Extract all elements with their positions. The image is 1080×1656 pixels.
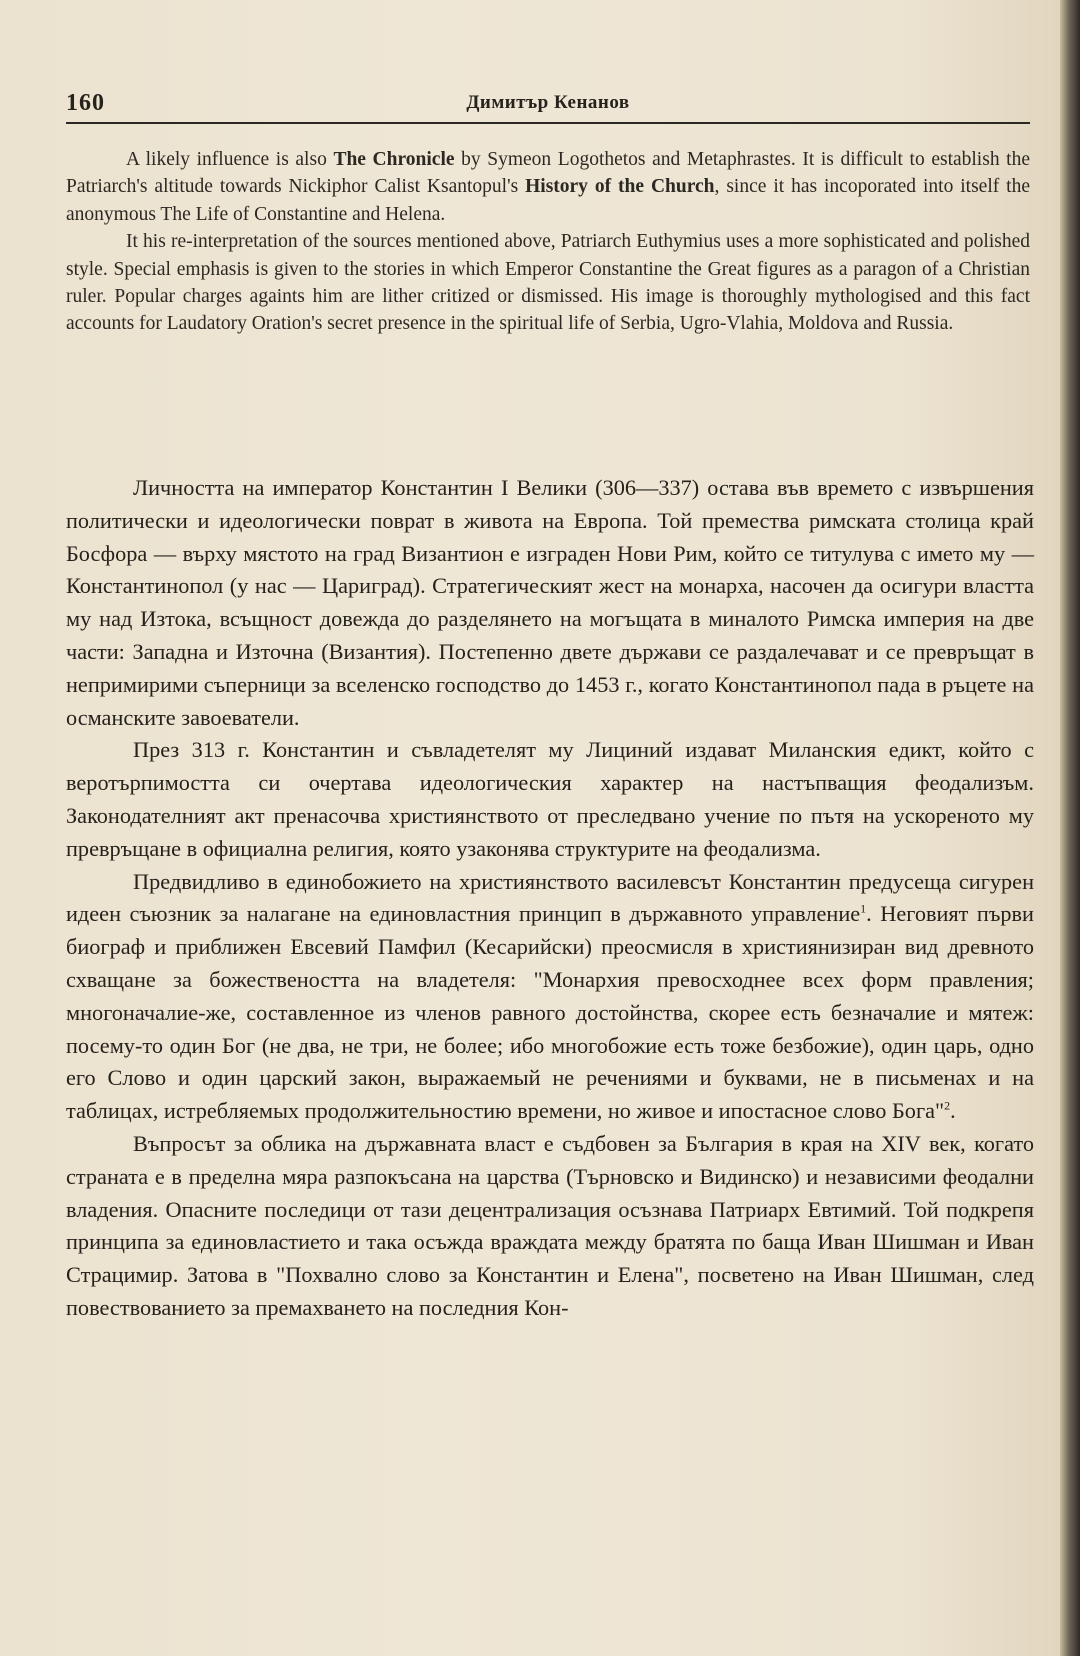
summary-paragraph: It his re-interpretation of the sources mentioned above, Patriarch Euthymius uses a more sophisticated and polished style. Special emphasis is given to the stories in which Emperor Constantine the Great figures as a paragon of a Christian ruler. Popular charges againts him are lither critized or dismissed. His image is thoroughly mythologised and this fact accounts for Laudatory Oration's secret presence in the spiritual life of Serbia, Ugro-Vlahia, Moldova and Russia.: [66, 231, 1030, 335]
body-text: Предвидливо в единобожието на християнството василевсът Константин предусеща сигурен идеен съюзник за налагане на единовластния принцип в държавното управление: [66, 868, 1034, 927]
body-text: .: [950, 1098, 956, 1124]
summary-text: , since it has incoporated into itself the anonymous The Life of Constantine and Helena.: [66, 176, 1030, 225]
body-paragraph: [66, 866, 1034, 1128]
title-the-chronicle: The Chronicle: [333, 149, 455, 170]
body-paragraph: През 313 г. Константин и съвладетелят му Лициний издават Миланския едикт, който с веротърпимостта си очертава идеологическия характер на настъпващия феодализъм. Законодателният акт пренасочва християнството от преследвано учение по пътя на ускореното му превръщане в официална религия, която узаконява структурите на феодализма.: [66, 737, 1034, 861]
footnote-ref-2[interactable]: 2: [944, 1098, 951, 1113]
title-history-of-the-church: History of the Church: [525, 176, 715, 198]
body-text: . Неговият първи биограф и приближен Евсевий Памфил (Кесарийски) преосмисля в християнизиран вид древното схващане за божествеността на владетеля: "Монархия превосходнее всех форм правления; многоначалие-же, составленное из членов равного достойнства, скорее есть безначалие и мятеж: посему-то один Бог (не два, не три, не более; ибо многобожие есть тоже безбожие), один царь, одно его Слово и один царский закон, выражаемый не речениями и буквами, не в письменах и на таблицах, истребляемых продолжительностию времени, но живое и ипостасное слово Бога": [66, 901, 1034, 1124]
english-summary: [66, 146, 1030, 338]
summary-text: by Symeon Logothetos and Metaphrastes. It is difficult to establish the Patriarch's altitude towards Nickiphor Calist Ksantopul's: [66, 149, 1030, 198]
page-number: 160: [66, 90, 105, 116]
summary-text: A likely influence is also: [126, 149, 334, 170]
body-paragraph: Личността на император Константин I Велики (306—337) остава във времето с извършения политически и идеологически поврат в живота на Европа. Той премества римската столица край Босфора — върху мястото на град Византион е изграден Нови Рим, който се титулува с името му — Константинопол (у нас — Цариград). Стратегическият жест на монарха, насочен да осигури властта му над Изтока, всъщност довежда до разделянето на могъщата в миналото Римска империя на две части: Западна и Източна (Византия). Постепенно двете държави се раздалечават и се превръщат в непримирими съперници за вселенско господство до 1453 г., когато Константинопол пада в ръцете на османските завоеватели.: [66, 475, 1034, 730]
summary-paragraph: [66, 146, 1030, 228]
book-spine-edge: [1060, 0, 1080, 1656]
footnote-ref-1[interactable]: 1: [860, 901, 867, 916]
body-paragraph: Въпросът за облика на държавната власт е съдбовен за България в края на XIV век, когато страната е в пределна мяра разпокъсана на царства (Търновско и Видинско) и независими феодални владения. Опасните последици от тази децентрализация осъзнава Патриарх Евтимий. Той подкрепя принципа за единовластието и така осъжда враждата между братята по баща Иван Шишман и Иван Страцимир. Затова в "Похвално слово за Константин и Елена", посветено на Иван Шишман, след повествованието за премахването на последния Кон-: [66, 1130, 1034, 1320]
running-head: Димитър Кенанов: [466, 92, 630, 113]
main-text: [66, 472, 1034, 1325]
page-header: [66, 88, 1030, 124]
